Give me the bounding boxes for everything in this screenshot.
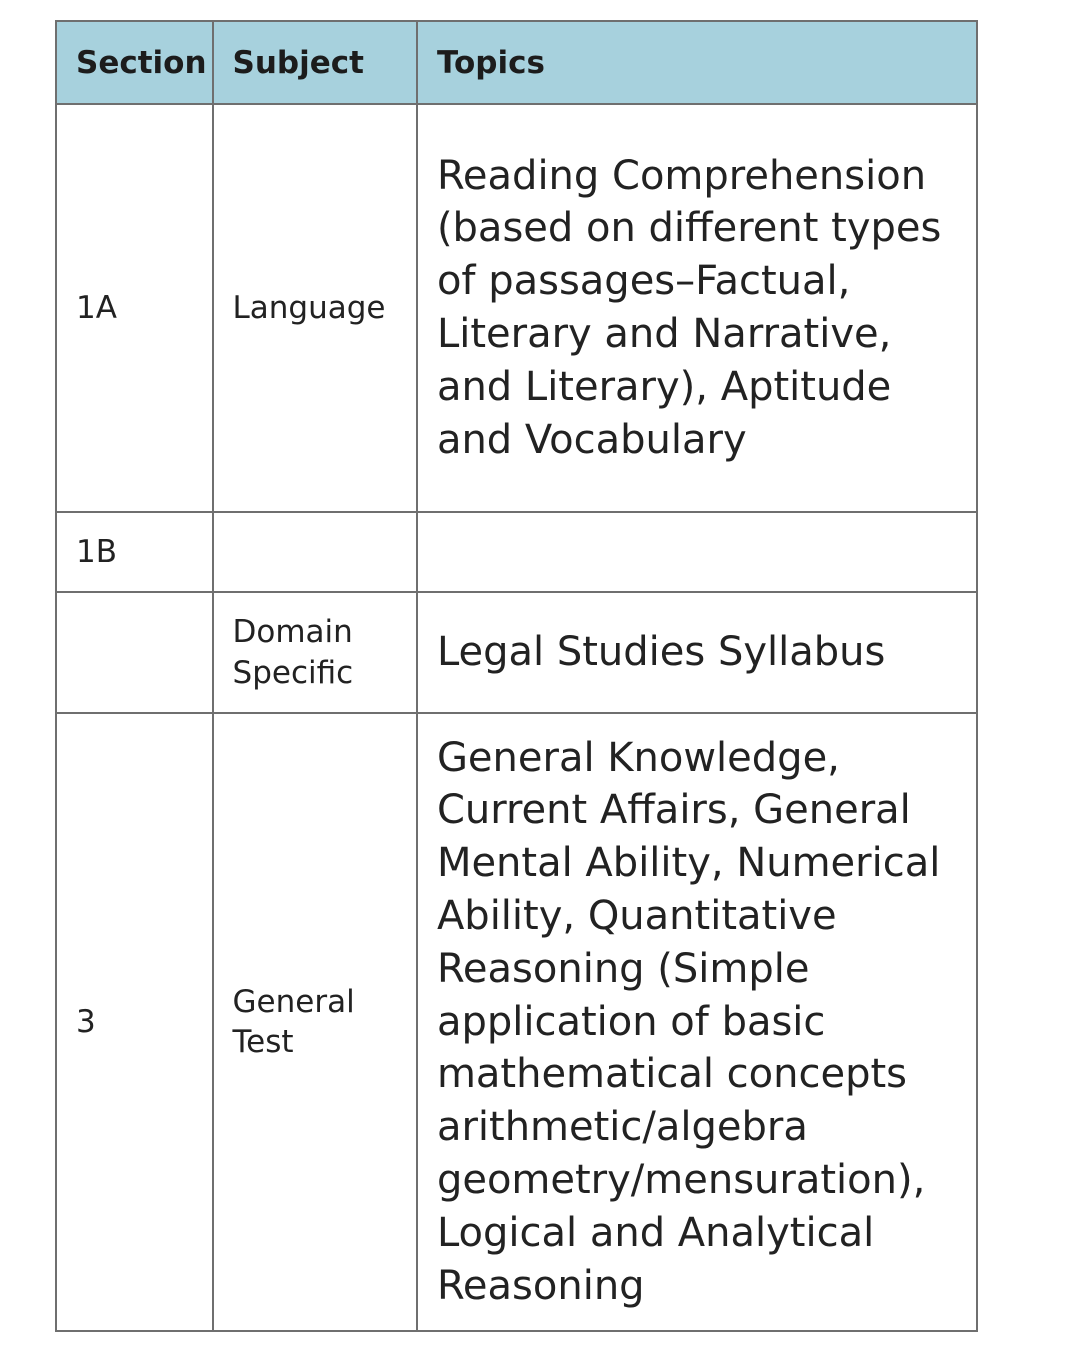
- cell-section: [56, 592, 213, 713]
- header-subject: Subject: [213, 21, 417, 104]
- cell-section: 1B: [56, 512, 213, 592]
- table-row: [56, 512, 977, 592]
- cell-topics: Reading Comprehension (based on different types of passages–Factual, Literary and Narrative, and Literary), Aptitude and Vocabulary: [417, 104, 977, 512]
- cell-subject: Domain Specific: [213, 592, 417, 713]
- cell-section: 3: [56, 713, 213, 1331]
- cell-section: 1A: [56, 104, 213, 512]
- cell-topics: [417, 512, 977, 592]
- cell-subject: Language: [213, 104, 417, 512]
- syllabus-table: [55, 20, 978, 1332]
- cell-topics: General Knowledge, Current Affairs, General Mental Ability, Numerical Ability, Quantitative Reasoning (Simple application of basic mathematical concepts arithmetic/algebra geometry/mensuration), Logical and Analytical Reasoning: [417, 713, 977, 1331]
- table-row: [56, 104, 977, 512]
- table-row: [56, 592, 977, 713]
- table-header-row: [56, 21, 977, 104]
- table-row: [56, 713, 977, 1331]
- cell-subject: [213, 512, 417, 592]
- cell-subject: General Test: [213, 713, 417, 1331]
- header-section: Section: [56, 21, 213, 104]
- cell-topics: Legal Studies Syllabus: [417, 592, 977, 713]
- header-topics: Topics: [417, 21, 977, 104]
